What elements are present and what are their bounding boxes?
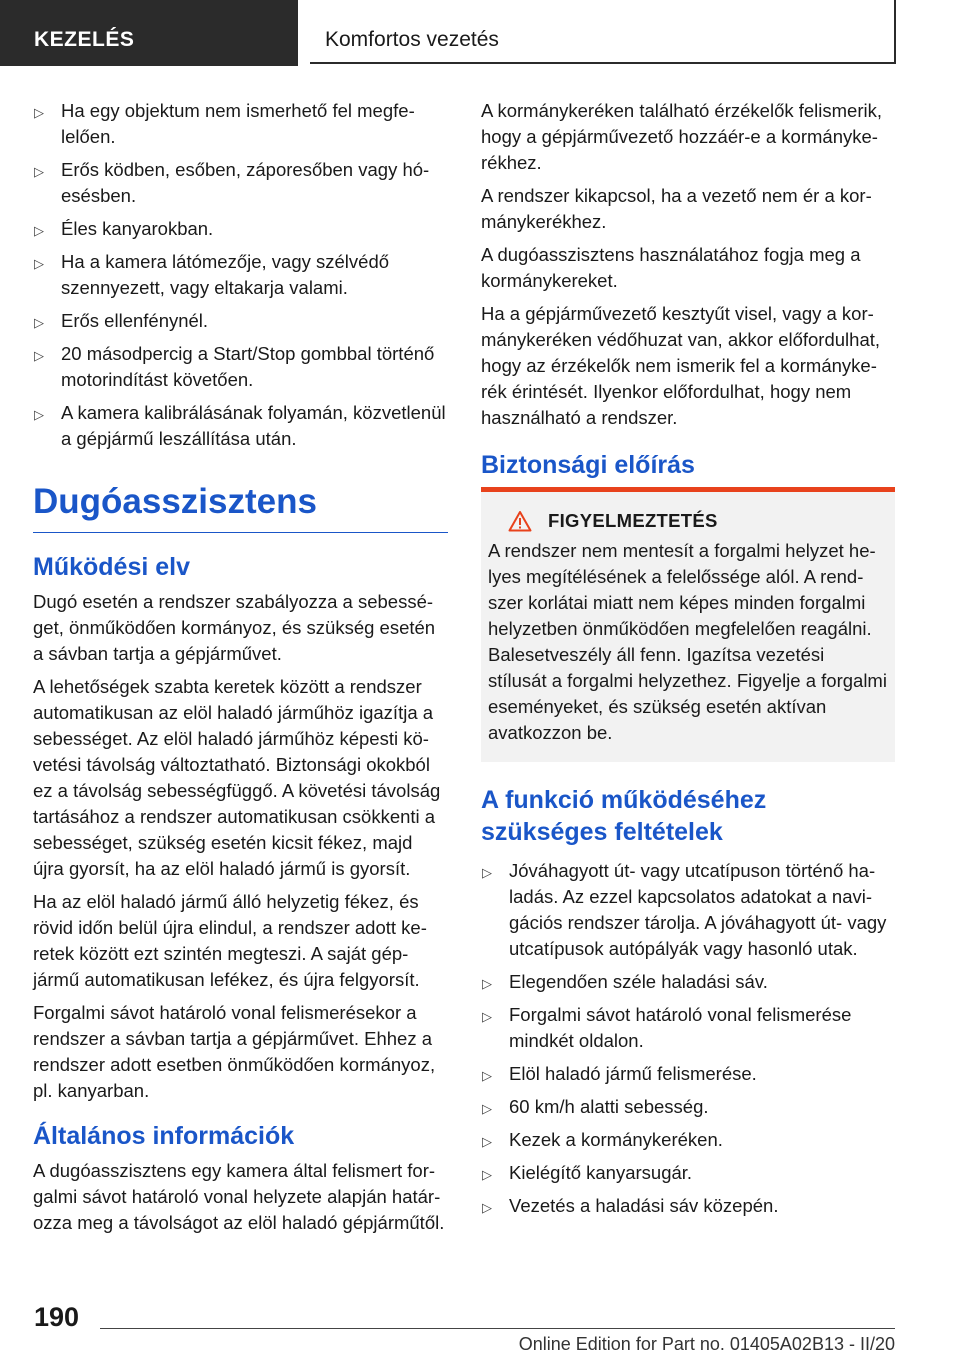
list-item: ▷ Erős ellenfénynél.: [33, 308, 448, 334]
header-chapter-title: Komfortos vezetés: [325, 28, 499, 51]
footer-edition: Online Edition for Part no. 01405A02B13 - II/20: [518, 1334, 895, 1354]
page-number: 190: [34, 1302, 80, 1332]
safety-heading: Biztonsági előírás: [481, 451, 695, 479]
paragraph: Forgalmi sávot határoló vonal felismerésekor a rendszer a sávban tartja a gépjárművet. Ehhez a rendszer adott esetben önműködően kormányoz, pl. kanyarban.: [33, 1002, 436, 1101]
header-section-tab: [0, 0, 298, 66]
list-item: ▷ Elöl haladó jármű felismerése.: [481, 1061, 895, 1087]
list-item: ▷ Éles kanyarokban.: [33, 216, 448, 242]
triangle-right-icon: ▷: [34, 315, 44, 330]
warning-text: A rendszer nem mentesít a forgalmi helyzet helyes megítélésének a felelőssége alól. A rendszer korlátai miatt nem képes minden forgalmi helyzetben önműködően megfelelően reagálni. Balesetveszély áll fenn. Igazítsa vezetési stílusát a forgalmi helyzethez. Figyelje a forgalmi eseményeket, és szükség esetén aktívan avatkozzon be.: [488, 540, 887, 743]
paragraph: A dugóasszisztens egy kamera által felismert forgalmi sávot határoló vonal helyzete alapján határozza meg a távolságot az elöl haladó gépjárműtől.: [33, 1160, 445, 1233]
paragraph: A rendszer kikapcsol, ha a vezető nem ér a kormánykerékhez.: [481, 185, 872, 232]
header-chapter-box: [310, 0, 896, 64]
main-heading: Dugóasszisztens: [33, 480, 448, 533]
list-item: ▷ A kamera kalibrálásának folyamán, közvetlenül a gépjármű leszállítása után.: [34, 402, 446, 449]
paragraph: Dugó esetén a rendszer szabályozza a sebességet, önműködően kormányoz, és szükség esetén a sávban tartja a gépjárművet.: [33, 591, 436, 664]
list-item: ▷ Forgalmi sávot határoló vonal felismerése mindkét oldalon.: [482, 1004, 852, 1051]
triangle-right-icon: ▷: [482, 1068, 492, 1083]
paragraph: Ha a gépjárművezető kesztyűt visel, vagy a kormánykeréken védőhuzat van, akkor előfordulhat, hogy az érzékelők nem ismerik fel a kormánykerék érintését. Ilyenkor előfordulhat, hogy nem használható a rendszer.: [481, 303, 881, 428]
warning-title: FIGYELMEZTETÉS: [548, 510, 718, 531]
triangle-right-icon: ▷: [34, 223, 44, 238]
list-item: ▷ 60 km/h alatti sebesség.: [481, 1094, 895, 1120]
triangle-right-icon: ▷: [482, 865, 492, 880]
left-column: [33, 98, 448, 1243]
triangle-right-icon: ▷: [34, 256, 44, 271]
limitations-list: [33, 98, 448, 452]
list-item: ▷ Kezek a kormánykeréken.: [481, 1127, 895, 1153]
triangle-right-icon: ▷: [482, 1200, 492, 1215]
list-item: ▷ Ha a kamera látómezője, vagy szélvédő szennyezett, vagy eltakarja valami.: [34, 251, 390, 298]
conditions-heading: A funkció működéséhez szükséges feltételek: [481, 786, 767, 846]
list-item: ▷ Elegendően széle haladási sáv.: [481, 969, 895, 995]
conditions-list: [481, 858, 895, 1219]
paragraph: Ha az elöl haladó jármű álló helyzetig fékez, és rövid időn belül újra elindul, a rendszer adott keretek között ezt szintén megteszi. A saját gépjármű automatikusan lefékez, és újra felgyorsít.: [33, 891, 427, 990]
principle-heading: Működési elv: [33, 553, 190, 581]
right-column: [481, 98, 895, 1226]
list-item: ▷ Jóváhagyott út- vagy utcatípuson történő haladás. Az ezzel kapcsolatos adatokat a navigációs rendszer tárolja. A jóváhagyott út- vagy utcatípusok autópályák vagy hasonló utak.: [482, 860, 887, 959]
triangle-right-icon: ▷: [34, 164, 44, 179]
warning-box: [481, 487, 895, 762]
list-item: ▷ 20 másodpercig a Start/Stop gombbal történő motorindítást követően.: [34, 343, 435, 390]
triangle-right-icon: ▷: [34, 348, 44, 363]
triangle-right-icon: ▷: [34, 105, 44, 120]
list-item: ▷ Ha egy objektum nem ismerhető fel megfelelően.: [34, 100, 415, 147]
paragraph: A lehetőségek szabta keretek között a rendszer automatikusan az elöl haladó járműhöz igazítja a sebességet. Az elöl haladó járműhöz képesti követési távolság változtatható. Biztonsági okokból ez a távolság sebességfüggő. A követési távolság tartásához a rendszer automatikusan csökkenti a sebességet, szükség esetén kicsit fékez, majd újra gyorsít, ha az elöl haladó jármű is gyorsít.: [33, 676, 441, 879]
list-item: ▷ Kielégítő kanyarsugár.: [481, 1160, 895, 1186]
list-item: ▷ Erős ködben, esőben, záporesőben vagy hóesésben.: [34, 159, 430, 206]
header-section-title: KEZELÉS: [34, 28, 135, 51]
triangle-right-icon: ▷: [482, 1101, 492, 1116]
general-info-heading: Általános információk: [33, 1122, 295, 1150]
paragraph: A dugóasszisztens használatához fogja meg a kormánykereket.: [481, 244, 861, 291]
triangle-right-icon: ▷: [482, 1134, 492, 1149]
triangle-right-icon: ▷: [482, 1167, 492, 1182]
warning-header: [488, 510, 887, 532]
triangle-right-icon: ▷: [34, 407, 44, 422]
triangle-right-icon: ▷: [482, 1009, 492, 1024]
paragraph: A kormánykeréken található érzékelők felismerik, hogy a gépjárművezető hozzáér-e a kormánykerékhez.: [481, 100, 883, 173]
triangle-right-icon: ▷: [482, 976, 492, 991]
footer-divider: [100, 1328, 895, 1329]
warning-triangle-icon: [508, 510, 532, 532]
list-item: ▷ Vezetés a haladási sáv közepén.: [481, 1193, 895, 1219]
